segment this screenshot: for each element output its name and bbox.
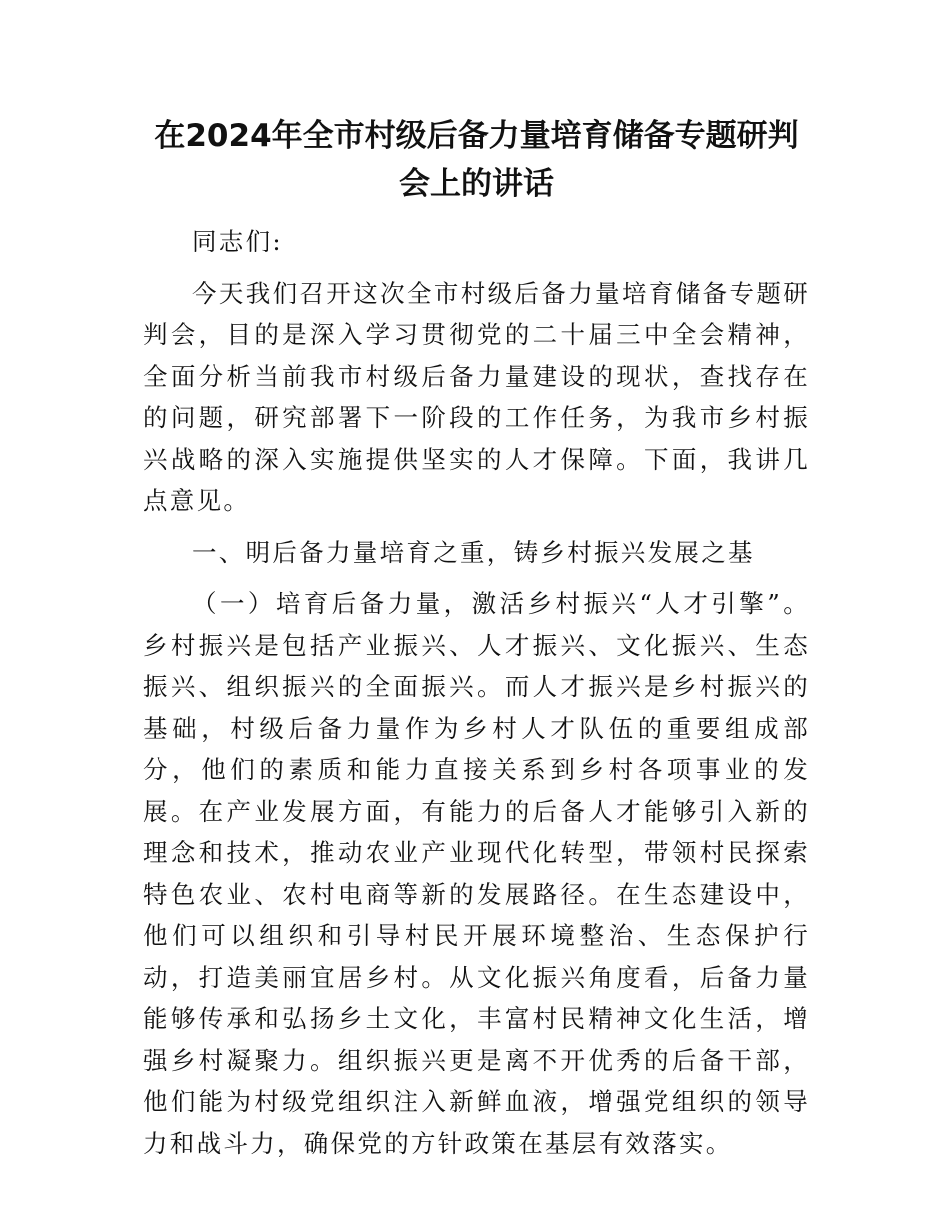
intro-paragraph: 今天我们召开这次全市村级后备力量培育储备专题研判会，目的是深入学习贯彻党的二十届三中全会精神，全面分析当前我市村级后备力量建设的现状，查找存在的问题，研究部署下一阶段的工作任务，为我市乡村振兴战略的深入实施提供坚实的人才保障。下面，我讲几点意见。 xyxy=(143,278,810,515)
section-heading-1: 一、明后备力量培育之重，铸乡村振兴发展之基 xyxy=(192,537,755,567)
salutation: 同志们: xyxy=(192,227,283,256)
subsection-body-1: 乡村振兴是包括产业振兴、人才振兴、文化振兴、生态振兴、组织振兴的全面振兴。而人才振兴是乡村振兴的基础，村级后备力量作为乡村人才队伍的重要组成部分，他们的素质和能力直接关系到乡村各项事业的发展。在产业发展方面，有能力的后备人才能够引入新的理念和技术，推动农业产业现代化转型，带领村民探索特色农业、农村电商等新的发展路径。在生态建设中，他们可以组织和引导村民开展环境整治、生态保护行动，打造美丽宜居乡村。从文化振兴角度看，后备力量能够传承和弘扬乡土文化，丰富村民精神文化生活，增强乡村凝聚力。组织振兴更是离不开优秀的后备干部，他们能为村级党组织注入新鲜血液，增强党组织的领导力和战斗力，确保党的方针政策在基层有效落实。 xyxy=(143,630,810,1158)
subsection-paragraph-1 xyxy=(143,583,810,1164)
document-page xyxy=(143,112,810,1164)
document-title xyxy=(143,112,810,208)
document-title-line-1: 在2024年全市村级后备力量培育储备专题研判 xyxy=(154,118,799,154)
subsection-title-1: （一）培育后备力量，激活乡村振兴“人才引擎”。 xyxy=(192,589,810,618)
document-title-line-2: 会上的讲话 xyxy=(399,166,554,202)
